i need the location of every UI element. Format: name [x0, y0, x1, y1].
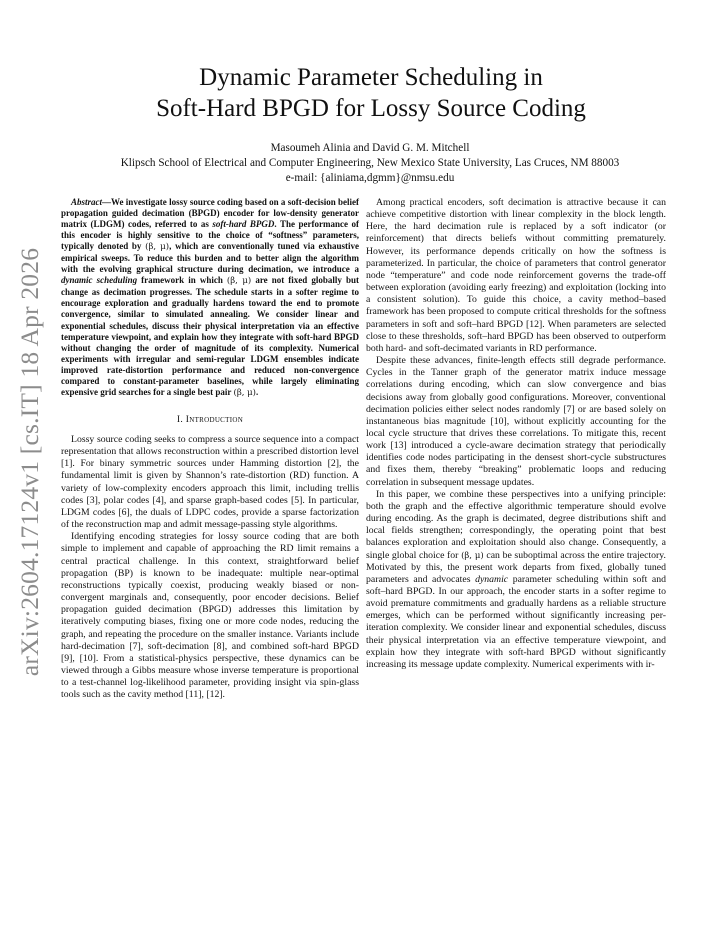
arxiv-identifier: arXiv:2604.17124v1 [cs.IT] 18 Apr 2026: [15, 247, 44, 677]
abstract-math-2: (β, μ): [226, 276, 252, 287]
right-p3-emphasis: dynamic: [475, 573, 509, 585]
paper-title: [80, 62, 662, 124]
right-paragraph-2: Despite these advances, finite-length effects still degrade performance. Cycles in the Tanner graph of the generator matrix induce message correlations during encoding, which can slow convergence and bias decisions away from globally good configurations. Moreover, conventional decimation policies either select nodes randomly [7] or are based solely on instantaneous bias magnitude [10], without explicitly accounting for the local cycle structure that drives these correlations. To mitigate this, recent work [13] introduced a cycle-aware decimation strategy that periodically identifies code nodes participating in the densest short-cycle substructures and fixes them, thereby “breaking” problematic loops and reducing correlation in subsequent message updates.: [366, 355, 666, 488]
title-line-1: Dynamic Parameter Scheduling in: [199, 64, 543, 91]
right-paragraph-1: Among practical encoders, soft decimation is attractive because it can achieve competitive distortion with linear complexity in the block length. Here, the hard decimation rule is replaced by a soft indicator (or reinforcement) that directs beliefs without committing prematurely. However, its performance depends critically on how the softness is parameterized. In particular, the choice of parameters that control generator node “temperature” and code node reinforcement governs the trade-off between exploration (avoiding early freezing) and exploitation (locking into a consistent solution). To guide this choice, a cavity method–based framework has been proposed to compute critical thresholds for the softness parameters in soft and soft–hard BPGD [12]. When parameters are selected close to these thresholds, soft–hard BPGD has been observed to outperform both hard- and soft-decimated variants in RD performance.: [366, 197, 666, 354]
right-p3-math: (β, μ): [461, 550, 484, 561]
left-column: [61, 197, 359, 701]
right-p3-text-3: parameter scheduling within soft and soft–hard BPGD. In our approach, the encoder starts in a softer regime to avoid premature commitments and gradually hardens as a reliable structure emerges, which can be performed without significantly increasing per-iteration complexity. We consider linear and exponential schedules, discuss their physical interpretation via an effective temperature viewpoint, and explain how they integrate with soft-hard BPGD without significantly increasing its message update complexity. Numerical experiments with ir-: [366, 573, 666, 670]
author-names: Masoumeh Alinia and David G. M. Mitchell: [270, 142, 470, 154]
right-paragraph-3: [366, 489, 666, 671]
abstract-dash: —: [102, 197, 112, 207]
author-affiliation: Klipsch School of Electrical and Computer Engineering, New Mexico State University, Las Cruces, NM 88003: [120, 157, 620, 169]
title-line-2: Soft-Hard BPGD for Lossy Source Coding: [156, 95, 586, 122]
author-block: [40, 141, 700, 186]
abstract-math-3: (β, μ): [233, 387, 256, 398]
abstract-text-3: , which are conventionally tuned via exhaustive empirical sweeps. To reduce this burden and to better align the algorithm with the evolving graphical structure during decimation, we introduce a: [61, 241, 359, 275]
section-numeral: I.: [176, 414, 186, 425]
right-p3-text-1: In this paper, we combine these perspectives into a unifying principle: both the graph and the effective algorithmic temperature should evolve during encoding. As the graph is decimated, degree distributions shift and local fields strengthen; correspondingly, the operating point that best balances exploration and exploitation should also change. Consequently, a single global choice for: [366, 488, 666, 561]
abstract-text-5: are not fixed globally but change as decimation progresses. The schedule starts in a softer regime to encourage exploration and gradually hardens toward the end to promote convergence, similar to simulated annealing. We consider linear and exponential schedules, discuss their physical interpretation via an effective temperature viewpoint, and explain how they integrate with soft-hard BPGD without changing the order of magnitude of its complexity. Numerical experiments with irregular and semi-regular LDGM ensembles indicate improved rate-distortion performance and reduced non-convergence compared to constant-parameter baselines, while largely eliminating expensive grid searches for a single best pair: [61, 275, 359, 397]
abstract-emphasis-1: soft-hard BPGD: [212, 219, 275, 230]
right-p3-text-2: can be suboptimal across the entire trajectory. Motivated by this, the present work departs from fixed, globally tuned parameters and advocates: [366, 549, 666, 585]
right-column: [366, 197, 666, 671]
author-email: e-mail: {aliniama,dgmm}@nmsu.edu: [285, 172, 455, 184]
abstract-math-1: (β, μ): [145, 242, 170, 253]
abstract: [61, 197, 359, 399]
abstract-text-6: .: [255, 386, 259, 397]
abstract-emphasis-2: dynamic scheduling: [61, 275, 138, 286]
arxiv-watermark: [2, 232, 58, 692]
abstract-text-1: We investigate lossy source coding based on a soft-decision belief propagation guided decimation (BPGD) encoder for low-density generator matrix (LDGM) codes, referred to as: [61, 197, 359, 230]
intro-paragraph-2: Identifying encoding strategies for lossy source coding that are both simple to implement and capable of approaching the RD limit remains a central practical challenge. In this context, straightforward belief propagation (BP) is known to be inadequate: multiple near-optimal reconstructions typically coexist, producing weakly biased or non-convergent marginals and, consequently, poor encoder decisions. Belief propagation guided decimation (BPGD) addresses this limitation by iteratively computing biases, fixing one or more code nodes, reducing the graph, and repeating the procedure on the smaller instance. Variants include hard-decimation [7], soft-decimation [8], and combined soft-hard BPGD [9], [10]. From a statistical-physics perspective, these dynamics can be viewed through a Gibbs measure whose inverse temperature is proportional to a test-channel log-likelihood parameter, providing insight via spin-glass tools such as the cavity method [11], [12].: [61, 531, 359, 701]
section-title: Introduction: [185, 414, 244, 425]
section-heading-introduction: [61, 414, 359, 426]
abstract-text-4: framework in which: [137, 275, 227, 286]
intro-paragraph-1: Lossy source coding seeks to compress a source sequence into a compact representation that allows reconstruction within a prescribed distortion level [1]. For binary symmetric sources under Hamming distortion [2], the fundamental limit is given by Shannon’s rate-distortion (RD) function. A variety of low-complexity encoders approach this limit, including trellis codes [3], polar codes [4], and sparse graph-based codes [5]. In particular, LDGM codes [6], the duals of LDPC codes, provide a sparse factorization of the reconstruction map and admit message-passing style algorithms.: [61, 434, 359, 531]
abstract-label: Abstract: [71, 197, 103, 207]
abstract-text-2: . The performance of this encoder is highly sensitive to the choice of “softness” parameters, typically denoted by: [61, 219, 359, 252]
